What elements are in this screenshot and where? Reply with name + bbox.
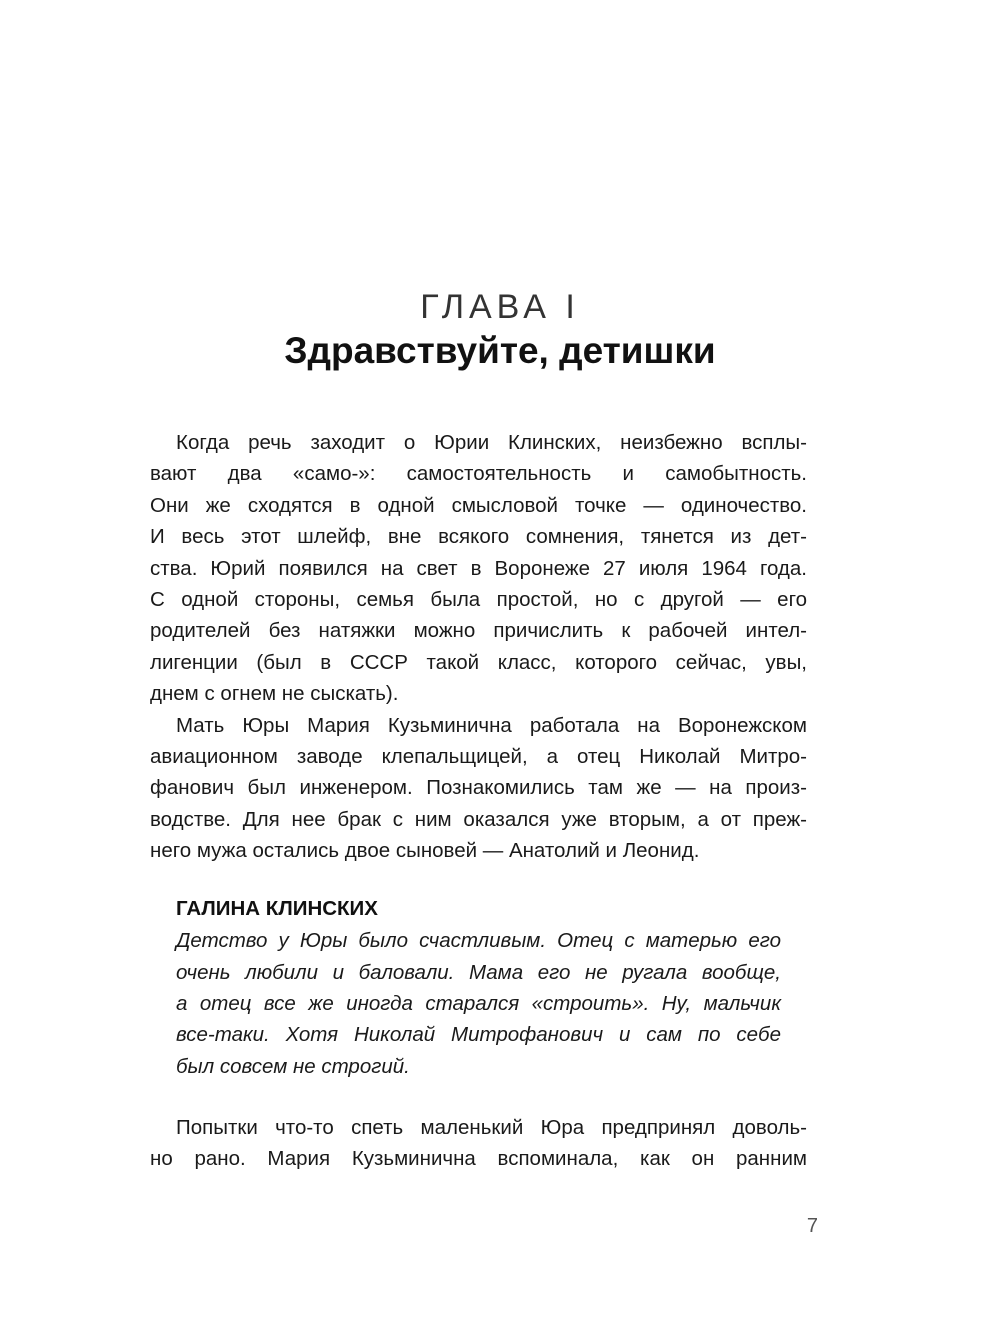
paragraph-line: авиационном заводе клепальщицей, а отец Николай Митро-: [150, 745, 807, 768]
paragraph-line: ства. Юрий появился на свет в Воронеже 27 июля 1964 года.: [150, 557, 807, 580]
paragraph-line: вают два «само-»: самостоятельность и самобытность.: [150, 462, 807, 485]
paragraph-line: Они же сходятся в одной смысловой точке — одиночество.: [150, 494, 807, 517]
quote-line: Детство у Юры было счастливым. Отец с матерью его: [176, 929, 781, 952]
paragraph-line: родителей без натяжки можно причислить к рабочей интел-: [150, 619, 807, 642]
paragraph-line: водстве. Для нее брак с ним оказался уже вторым, а от преж-: [150, 808, 807, 831]
chapter-title: Здравствуйте, детишки: [284, 330, 716, 371]
quote-line: был совсем не строгий.: [176, 1055, 410, 1078]
paragraph-line: него мужа остались двое сыновей — Анатолий и Леонид.: [150, 839, 700, 862]
quote-speaker: ГАЛИНА КЛИНСКИХ: [176, 897, 378, 920]
page-number: 7: [806, 1215, 818, 1237]
paragraph-line: С одной стороны, семья была простой, но с другой — его: [150, 588, 807, 611]
paragraph-line: Когда речь заходит о Юрии Клинских, неизбежно всплы-: [176, 431, 807, 454]
paragraph-line: И весь этот шлейф, вне всякого сомнения, тянется из дет-: [150, 525, 807, 548]
paragraph-line: днем с огнем не сыскать).: [150, 682, 399, 705]
paragraph-line: но рано. Мария Кузьминична вспоминала, как он ранним: [150, 1147, 807, 1170]
paragraph-line: фанович был инженером. Познакомились там же — на произ-: [150, 776, 807, 799]
chapter-label: ГЛАВА I: [420, 288, 580, 326]
paragraph-line: Мать Юры Мария Кузьминична работала на Воронежском: [176, 714, 807, 737]
quote-line: а отец все же иногда старался «строить». Ну, мальчик: [176, 992, 781, 1015]
paragraph-line: лигенции (был в СССР такой класс, которого сейчас, увы,: [150, 651, 807, 674]
quote-line: все-таки. Хотя Николай Митрофанович и сам по себе: [176, 1023, 781, 1046]
paragraph-line: Попытки что-то спеть маленький Юра предпринял доволь-: [176, 1116, 807, 1139]
quote-line: очень любили и баловали. Мама его не ругала вообще,: [176, 961, 781, 984]
